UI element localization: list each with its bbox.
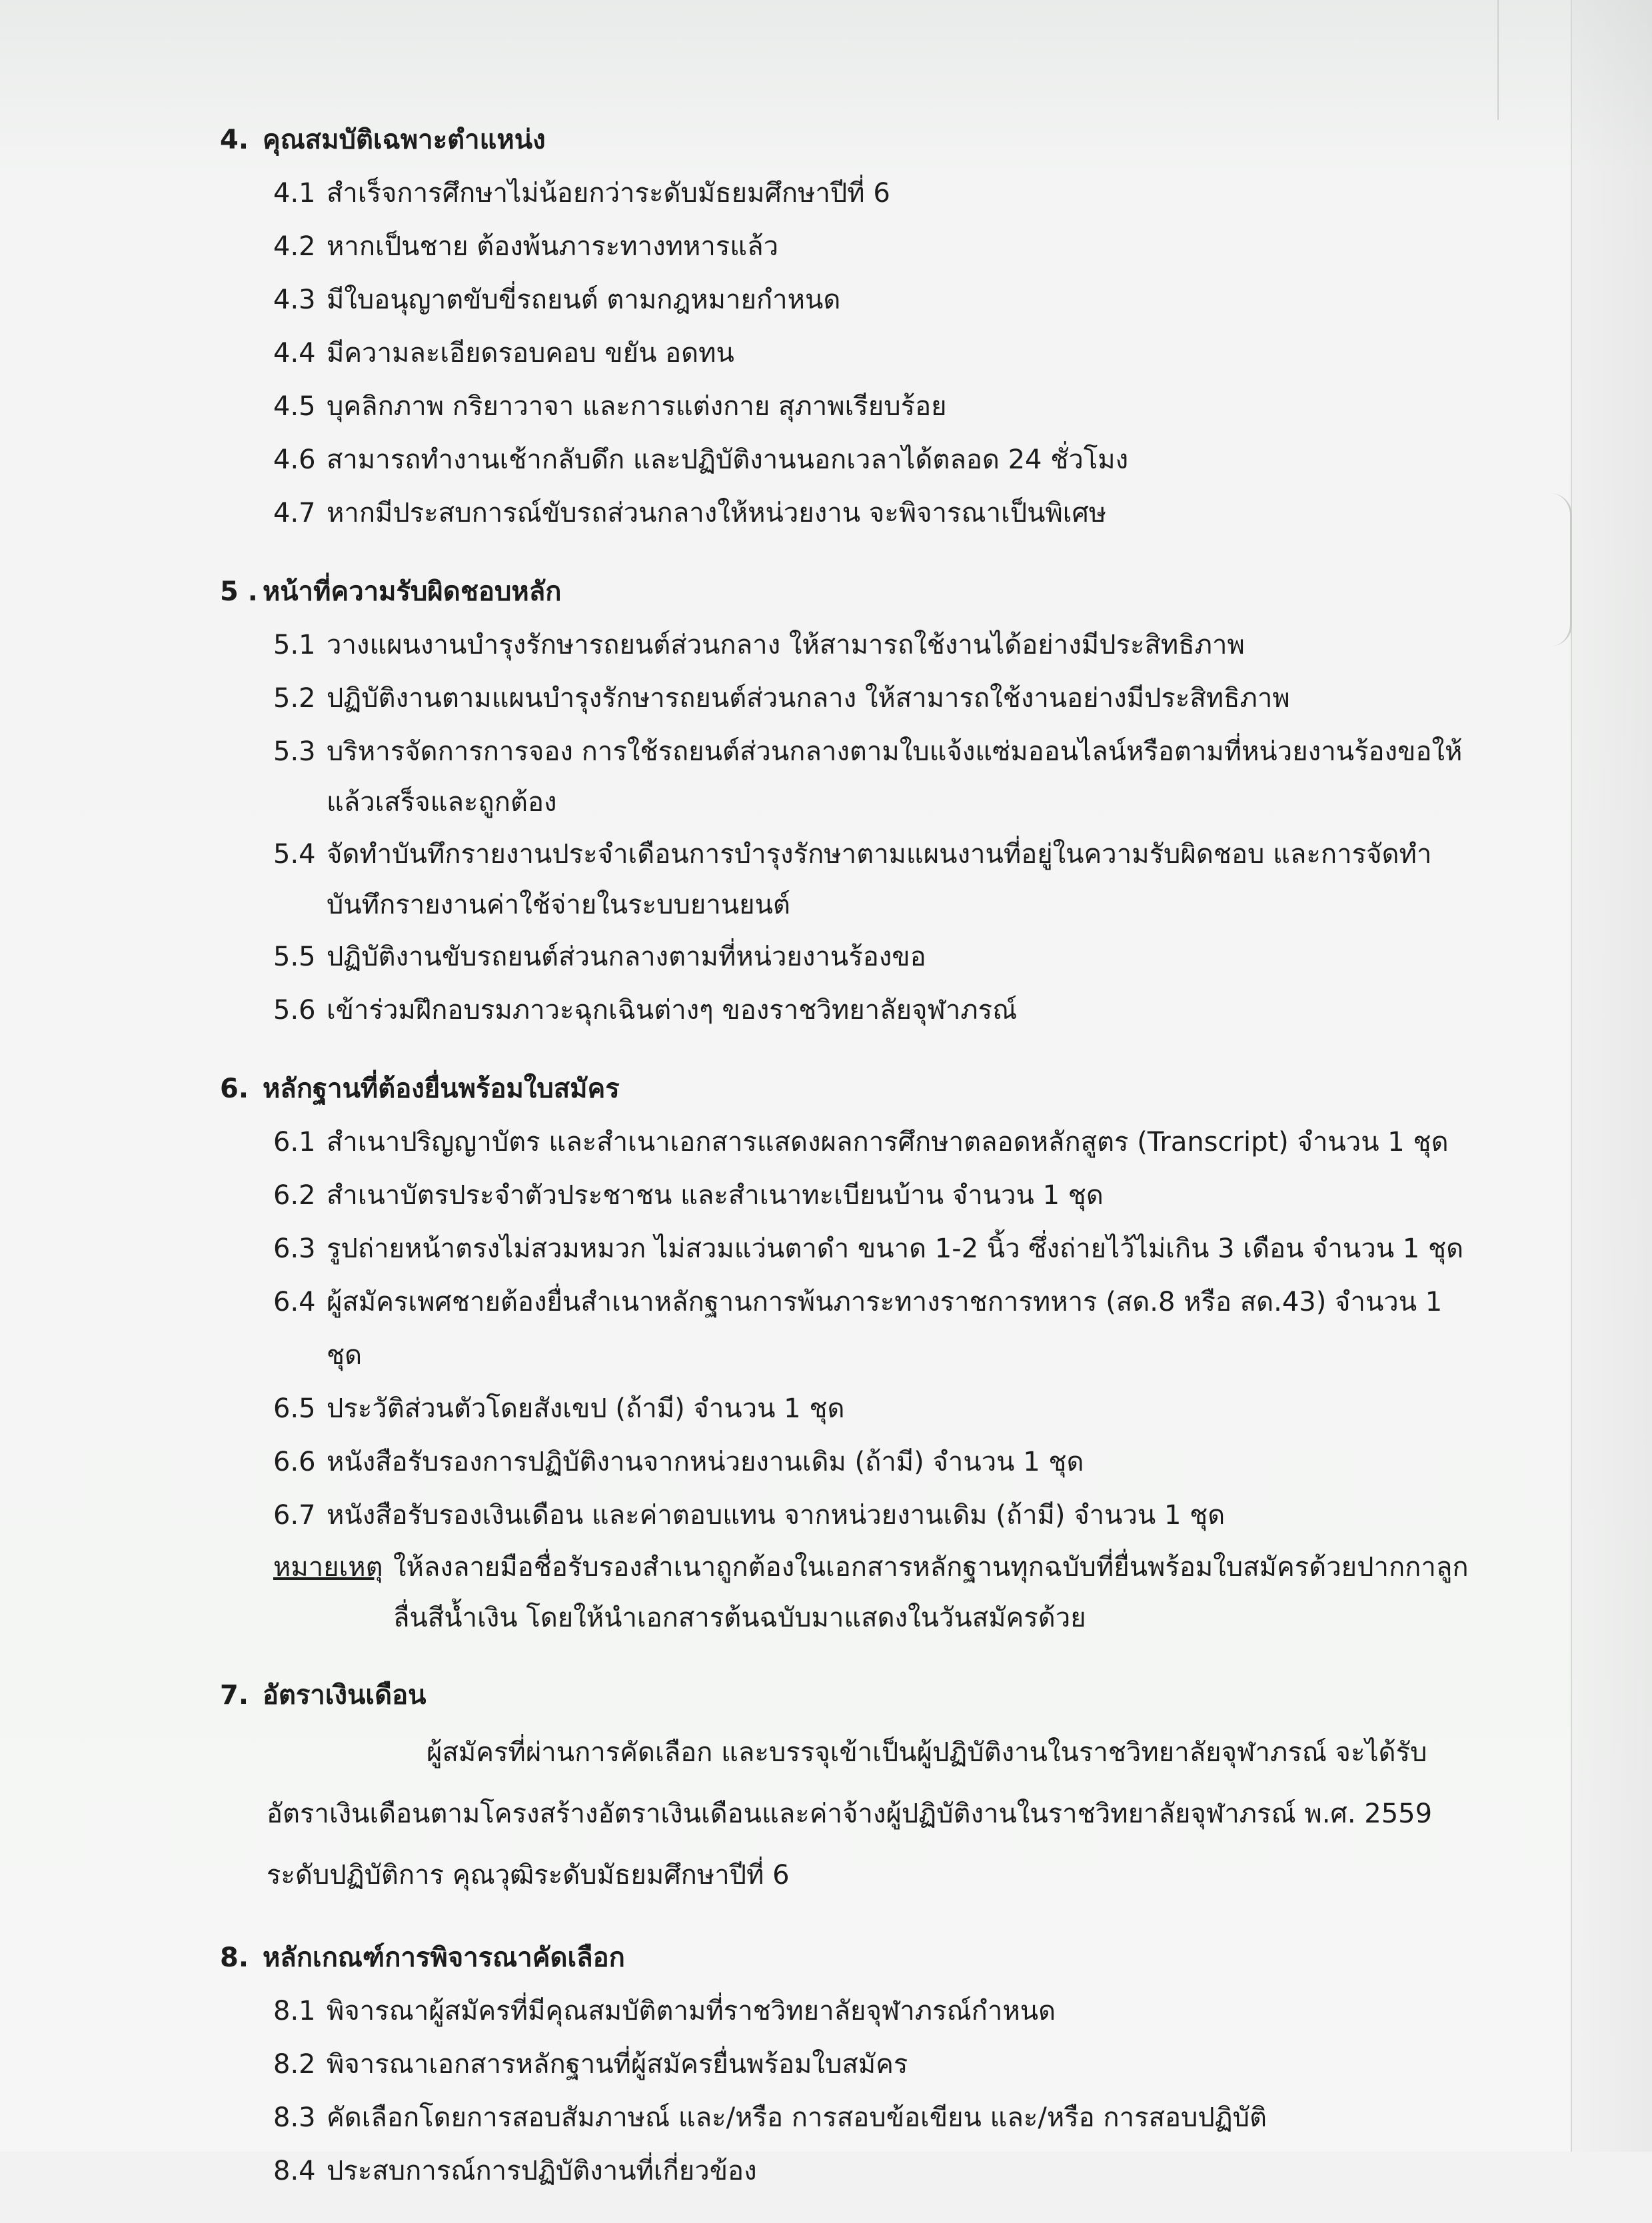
section-heading [220, 565, 1486, 618]
item-number: 5.3 [273, 736, 316, 767]
list-item [220, 2091, 1486, 2144]
item-text: ปฏิบัติงานตามแผนบำรุงรักษารถยนต์ส่วนกลาง ให้สามารถใช้งานอย่างมีประสิทธิภาพ [327, 683, 1290, 714]
item-number: 5.5 [273, 942, 316, 972]
list-item [220, 273, 1486, 327]
item-number: 6.3 [273, 1233, 316, 1264]
list-item [220, 984, 1486, 1037]
item-number: 5.4 [273, 839, 316, 870]
item-number: 6.1 [273, 1127, 316, 1157]
item-number: 4.6 [273, 444, 316, 475]
list-item [220, 828, 1486, 930]
section-title: หน้าที่ความรับผิดชอบหลัก [262, 576, 562, 607]
list-item [220, 1222, 1486, 1275]
section-number: 6. [220, 1074, 249, 1104]
list-item [220, 930, 1486, 984]
item-text: เข้าร่วมฝึกอบรมภาวะฉุกเฉินต่างๆ ของราชวิทยาลัยจุฬาภรณ์ [327, 995, 1018, 1026]
item-number: 8.3 [273, 2102, 316, 2133]
section-5 [220, 565, 1486, 1037]
section-heading [220, 113, 1486, 167]
item-number: 4.4 [273, 338, 316, 369]
scan-edge-shadow [1571, 0, 1652, 2152]
section-heading [220, 1062, 1486, 1115]
item-text: หากเป็นชาย ต้องพ้นภาระทางทหารแล้ว [327, 231, 779, 262]
item-number: 6.6 [273, 1447, 316, 1477]
item-number: 4.7 [273, 498, 316, 528]
item-text: ปฏิบัติงานขับรถยนต์ส่วนกลางตามที่หน่วยงานร้องขอ [327, 942, 926, 972]
note-label: หมายเหตุ [273, 1552, 383, 1583]
section-7 [220, 1669, 1486, 1906]
list-item [220, 327, 1486, 380]
note [220, 1542, 1486, 1643]
list-item [220, 2038, 1486, 2091]
item-number: 8.2 [273, 2049, 316, 2080]
item-number: 4.5 [273, 391, 316, 422]
item-text: พิจารณาผู้สมัครที่มีคุณสมบัติตามที่ราชวิทยาลัยจุฬาภรณ์กำหนด [327, 1996, 1056, 2026]
item-text: หนังสือรับรองการปฏิบัติงานจากหน่วยงานเดิม (ถ้ามี) จำนวน 1 ชุด [327, 1447, 1084, 1477]
pen-mark [1550, 493, 1572, 646]
list-item [220, 1169, 1486, 1222]
section-4 [220, 113, 1486, 540]
item-number: 8.1 [273, 1996, 316, 2026]
section-title: หลักเกณฑ์การพิจารณาคัดเลือก [262, 1942, 625, 1973]
item-text: คัดเลือกโดยการสอบสัมภาษณ์ และ/หรือ การสอบข้อเขียน และ/หรือ การสอบปฏิบัติ [327, 2102, 1267, 2133]
section-title: อัตราเงินเดือน [262, 1680, 426, 1711]
item-text: หนังสือรับรองเงินเดือน และค่าตอบแทน จากหน่วยงานเดิม (ถ้ามี) จำนวน 1 ชุด [327, 1500, 1226, 1531]
item-text: บริหารจัดการการจอง การใช้รถยนต์ส่วนกลางตามใบแจ้งแซ่มออนไลน์หรือตามที่หน่วยงานร้องขอให้แล้วเสร็จและถูกต้อง [327, 736, 1463, 818]
item-text: ประวัติส่วนตัวโดยสังเขป (ถ้ามี) จำนวน 1 ชุด [327, 1393, 845, 1424]
section-title: คุณสมบัติเฉพาะตำแหน่ง [262, 125, 546, 155]
section-title: หลักฐานที่ต้องยื่นพร้อมใบสมัคร [262, 1074, 620, 1104]
list-item [220, 1115, 1486, 1169]
list-item [220, 433, 1486, 486]
item-number: 4.1 [273, 178, 316, 209]
item-number: 5.2 [273, 683, 316, 714]
item-number: 5.6 [273, 995, 316, 1026]
item-number: 6.5 [273, 1393, 316, 1424]
item-text: จัดทำบันทึกรายงานประจำเดือนการบำรุงรักษาตามแผนงานที่อยู่ในความรับผิดชอบ และการจัดทำบันทึกรายงานค่าใช้จ่ายในระบบยานยนต์ [327, 839, 1432, 920]
list-item [220, 380, 1486, 433]
item-text: พิจารณาเอกสารหลักฐานที่ผู้สมัครยื่นพร้อมใบสมัคร [327, 2049, 908, 2080]
list-item [220, 618, 1486, 672]
note-text: ให้ลงลายมือชื่อรับรองสำเนาถูกต้องในเอกสารหลักฐานทุกฉบับที่ยื่นพร้อมใบสมัครด้วยปากกาลูกลื่นสีน้ำเงิน โดยให้นำเอกสารต้นฉบับมาแสดงในวันสมัครด้วย [393, 1552, 1469, 1633]
section-8 [220, 1931, 1486, 2198]
item-text: สามารถทำงานเช้ากลับดึก และปฏิบัติงานนอกเวลาได้ตลอด 24 ชั่วโมง [327, 444, 1129, 475]
item-text: สำเนาบัตรประจำตัวประชาชน และสำเนาทะเบียนบ้าน จำนวน 1 ชุด [327, 1180, 1104, 1211]
section-number: 8. [220, 1942, 249, 1973]
item-text: รูปถ่ายหน้าตรงไม่สวมหมวก ไม่สวมแว่นตาดำ ขนาด 1-2 นิ้ว ซึ่งถ่ายไว้ไม่เกิน 3 เดือน จำนวน 1 ชุด [327, 1233, 1464, 1264]
section-heading [220, 1669, 1486, 1722]
item-number: 6.7 [273, 1500, 316, 1531]
section-heading [220, 1931, 1486, 1984]
item-text: มีความละเอียดรอบคอบ ขยัน อดทน [327, 338, 734, 369]
item-text: หากมีประสบการณ์ขับรถส่วนกลางให้หน่วยงาน จะพิจารณาเป็นพิเศษ [327, 498, 1107, 528]
item-text: วางแผนงานบำรุงรักษารถยนต์ส่วนกลาง ให้สามารถใช้งานได้อย่างมีประสิทธิภาพ [327, 630, 1245, 660]
list-item [220, 220, 1486, 273]
section-number: 7. [220, 1680, 249, 1711]
item-number: 4.3 [273, 285, 316, 315]
document-body [220, 113, 1486, 2223]
section-number: 5 . [220, 576, 258, 607]
item-text: ผู้สมัครเพศชายต้องยื่นสำเนาหลักฐานการพ้นภาระทางราชการทหาร (สด.8 หรือ สด.43) จำนวน 1 ชุด [327, 1287, 1443, 1371]
list-item [220, 1984, 1486, 2038]
list-item [220, 1382, 1486, 1435]
list-item [220, 1275, 1486, 1382]
item-text: บุคลิกภาพ กริยาวาจา และการแต่งกาย สุภาพเรียบร้อย [327, 391, 947, 422]
item-text: มีใบอนุญาตขับขี่รถยนต์ ตามกฎหมายกำหนด [327, 285, 841, 315]
item-text: สำเร็จการศึกษาไม่น้อยกว่าระดับมัธยมศึกษาปีที่ 6 [327, 178, 890, 209]
list-item [220, 486, 1486, 540]
list-item [220, 1489, 1486, 1542]
list-item [220, 1435, 1486, 1489]
item-number: 6.4 [273, 1287, 316, 1317]
list-item [220, 167, 1486, 220]
list-item [220, 2144, 1486, 2198]
section-number: 4. [220, 125, 249, 155]
item-number: 6.2 [273, 1180, 316, 1211]
item-text: ประสบการณ์การปฏิบัติงานที่เกี่ยวข้อง [327, 2156, 757, 2186]
list-item [220, 672, 1486, 725]
salary-paragraph: ผู้สมัครที่ผ่านการคัดเลือก และบรรจุเข้าเป็นผู้ปฏิบัติงานในราชวิทยาลัยจุฬาภรณ์ จะได้รับอัตราเงินเดือนตามโครงสร้างอัตราเงินเดือนและค่าจ้างผู้ปฏิบัติงานในราชวิทยาลัยจุฬาภรณ์ พ.ศ. 2559 ระดับปฏิบัติการ คุณวุฒิระดับมัธยมศึกษาปีที่ 6 [267, 1737, 1433, 1890]
item-number: 4.2 [273, 231, 316, 262]
list-item [220, 725, 1486, 828]
item-text: สำเนาปริญญาบัตร และสำเนาเอกสารแสดงผลการศึกษาตลอดหลักสูตร (Transcript) จำนวน 1 ชุด [327, 1127, 1449, 1157]
item-number: 5.1 [273, 630, 316, 660]
section-6 [220, 1062, 1486, 1643]
item-number: 8.4 [273, 2156, 316, 2186]
scan-edge-line [1497, 0, 1499, 120]
